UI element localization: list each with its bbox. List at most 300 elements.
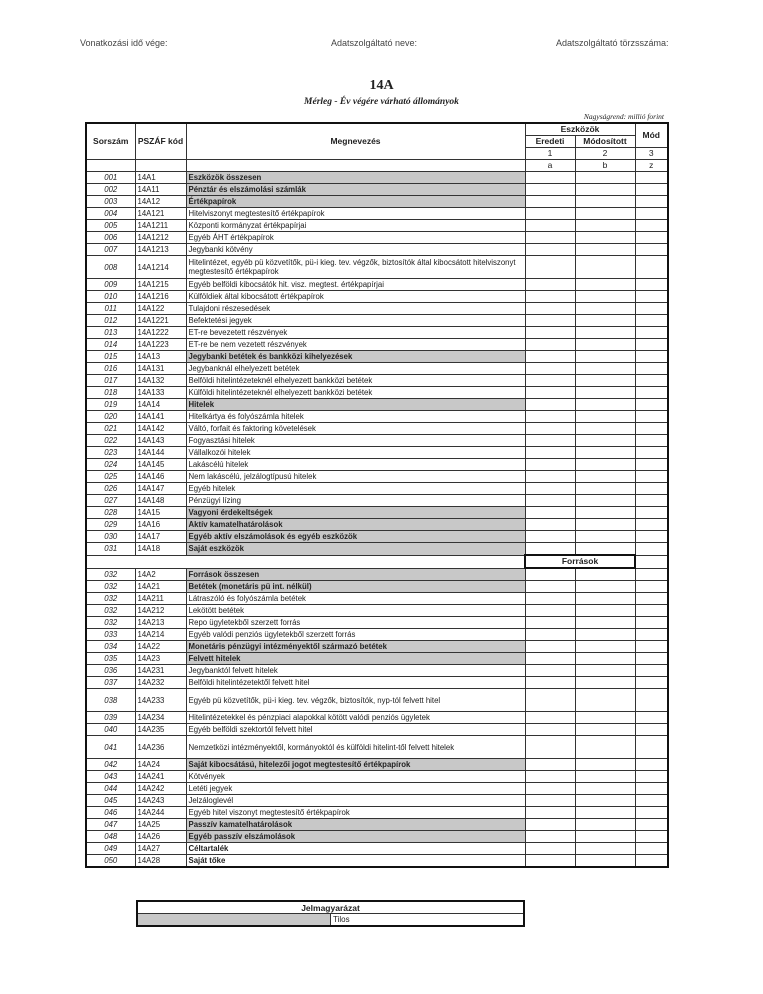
row-number: 029	[86, 519, 135, 531]
value-cell-modositott[interactable]	[575, 327, 635, 339]
value-cell-eredeti[interactable]	[525, 184, 575, 196]
table-row	[86, 327, 668, 339]
row-code: 14A1222	[135, 327, 186, 339]
row-number: 021	[86, 423, 135, 435]
value-cell-mod[interactable]	[635, 771, 668, 783]
value-cell-eredeti[interactable]	[525, 375, 575, 387]
value-cell-modositott[interactable]	[575, 196, 635, 208]
value-cell-mod[interactable]	[635, 507, 668, 519]
value-cell-modositott[interactable]	[575, 543, 635, 556]
value-cell-eredeti[interactable]	[525, 543, 575, 556]
row-label: Saját kibocsátású, hitelezői jogot megtestesítő értékpapírok	[186, 759, 525, 771]
row-number: 025	[86, 471, 135, 483]
value-cell-modositott[interactable]	[575, 351, 635, 363]
row-code: 14A17	[135, 531, 186, 543]
value-cell-eredeti[interactable]	[525, 291, 575, 303]
value-cell-modositott[interactable]	[575, 531, 635, 543]
value-cell-modositott[interactable]	[575, 303, 635, 315]
value-cell-mod[interactable]	[635, 736, 668, 759]
value-cell-modositott[interactable]	[575, 629, 635, 641]
value-cell-mod[interactable]	[635, 653, 668, 665]
value-cell-eredeti[interactable]	[525, 831, 575, 843]
row-label: Egyéb pü közvetítők, pü-i kieg. tev. végzők, biztosítók, nyp-tól felvett hitel	[186, 689, 525, 712]
row-code: 14A11	[135, 184, 186, 196]
value-cell-eredeti[interactable]	[525, 220, 575, 232]
row-label: Nem lakáscélú, jelzálogtípusú hitelek	[186, 471, 525, 483]
row-label: Tulajdoni részesedések	[186, 303, 525, 315]
value-cell-eredeti[interactable]	[525, 327, 575, 339]
value-cell-modositott[interactable]	[575, 256, 635, 279]
value-cell-modositott[interactable]	[575, 232, 635, 244]
row-code: 14A133	[135, 387, 186, 399]
value-cell-modositott[interactable]	[575, 568, 635, 581]
table-row	[86, 736, 668, 759]
value-cell-modositott[interactable]	[575, 483, 635, 495]
value-cell-modositott[interactable]	[575, 819, 635, 831]
row-number: 015	[86, 351, 135, 363]
table-row	[86, 543, 668, 556]
row-number: 017	[86, 375, 135, 387]
row-number: 027	[86, 495, 135, 507]
col-header-mod: Mód	[635, 123, 668, 148]
value-cell-modositott[interactable]	[575, 399, 635, 411]
row-number: 005	[86, 220, 135, 232]
value-cell-modositott[interactable]	[575, 689, 635, 712]
row-number: 032	[86, 593, 135, 605]
value-cell-mod[interactable]	[635, 339, 668, 351]
value-cell-eredeti[interactable]	[525, 568, 575, 581]
row-number: 042	[86, 759, 135, 771]
row-label: Monetáris pénzügyi intézményektől származó betétek	[186, 641, 525, 653]
value-cell-modositott[interactable]	[575, 184, 635, 196]
value-cell-mod[interactable]	[635, 605, 668, 617]
value-cell-modositott[interactable]	[575, 771, 635, 783]
value-cell-eredeti[interactable]	[525, 665, 575, 677]
table-row	[86, 593, 668, 605]
row-number: 030	[86, 531, 135, 543]
row-number: 032	[86, 605, 135, 617]
value-cell-mod[interactable]	[635, 617, 668, 629]
col-header-eszkozok: Eszközök	[525, 123, 635, 136]
value-cell-eredeti[interactable]	[525, 641, 575, 653]
value-cell-mod[interactable]	[635, 581, 668, 593]
table-row	[86, 196, 668, 208]
value-cell-modositott[interactable]	[575, 339, 635, 351]
table-row	[86, 411, 668, 423]
row-code: 14A1221	[135, 315, 186, 327]
value-cell-modositott[interactable]	[575, 653, 635, 665]
value-cell-modositott[interactable]	[575, 736, 635, 759]
value-cell-mod[interactable]	[635, 435, 668, 447]
value-cell-eredeti[interactable]	[525, 351, 575, 363]
table-row	[86, 447, 668, 459]
col-letter-z: z	[635, 160, 668, 172]
table-row	[86, 184, 668, 196]
value-cell-eredeti[interactable]	[525, 459, 575, 471]
value-cell-modositott[interactable]	[575, 244, 635, 256]
value-cell-mod[interactable]	[635, 759, 668, 771]
value-cell-eredeti[interactable]	[525, 279, 575, 291]
value-cell-modositott[interactable]	[575, 387, 635, 399]
row-code: 14A144	[135, 447, 186, 459]
row-code: 14A26	[135, 831, 186, 843]
value-cell-modositott[interactable]	[575, 279, 635, 291]
value-cell-eredeti[interactable]	[525, 196, 575, 208]
row-code: 14A142	[135, 423, 186, 435]
value-cell-mod[interactable]	[635, 531, 668, 543]
value-cell-modositott[interactable]	[575, 459, 635, 471]
table-row	[86, 795, 668, 807]
row-code: 14A214	[135, 629, 186, 641]
row-number: 049	[86, 843, 135, 855]
table-row	[86, 712, 668, 724]
row-label: ET-re be nem vezetett részvények	[186, 339, 525, 351]
table-row	[86, 435, 668, 447]
value-cell-eredeti[interactable]	[525, 435, 575, 447]
row-label: Hitelintézetekkel és pénzpiaci alapokkal kötött valódi penziós ügyletek	[186, 712, 525, 724]
value-cell-eredeti[interactable]	[525, 172, 575, 184]
row-label: Jegybanki kötvény	[186, 244, 525, 256]
row-code: 14A2	[135, 568, 186, 581]
row-label: Látraszóló és folyószámla betétek	[186, 593, 525, 605]
value-cell-modositott[interactable]	[575, 617, 635, 629]
row-code: 14A18	[135, 543, 186, 556]
row-number: 032	[86, 581, 135, 593]
value-cell-mod[interactable]	[635, 244, 668, 256]
value-cell-eredeti[interactable]	[525, 689, 575, 712]
value-cell-mod[interactable]	[635, 447, 668, 459]
row-code: 14A243	[135, 795, 186, 807]
row-code: 14A12	[135, 196, 186, 208]
row-number: 022	[86, 435, 135, 447]
value-cell-eredeti[interactable]	[525, 759, 575, 771]
forrasok-header: Források	[525, 555, 635, 568]
value-cell-modositott[interactable]	[575, 471, 635, 483]
row-code: 14A15	[135, 507, 186, 519]
table-row	[86, 581, 668, 593]
value-cell-modositott[interactable]	[575, 665, 635, 677]
value-cell-mod[interactable]	[635, 363, 668, 375]
row-code: 14A122	[135, 303, 186, 315]
col-header-eredeti: Eredeti	[525, 136, 575, 148]
value-cell-modositott[interactable]	[575, 831, 635, 843]
value-cell-modositott[interactable]	[575, 593, 635, 605]
value-cell-mod[interactable]	[635, 519, 668, 531]
value-cell-eredeti[interactable]	[525, 783, 575, 795]
row-number: 012	[86, 315, 135, 327]
col-header-sorszam: Sorszám	[86, 123, 135, 160]
value-cell-eredeti[interactable]	[525, 244, 575, 256]
value-cell-mod[interactable]	[635, 196, 668, 208]
table-row	[86, 387, 668, 399]
row-label: Lekötött betétek	[186, 605, 525, 617]
value-cell-mod[interactable]	[635, 495, 668, 507]
table-row	[86, 483, 668, 495]
row-code: 14A1216	[135, 291, 186, 303]
value-cell-mod[interactable]	[635, 279, 668, 291]
header-period-end: Vonatkozási idő vége:	[80, 38, 168, 48]
row-number: 013	[86, 327, 135, 339]
row-label: Értékpapírok	[186, 196, 525, 208]
value-cell-mod[interactable]	[635, 843, 668, 855]
value-cell-modositott[interactable]	[575, 807, 635, 819]
value-cell-mod[interactable]	[635, 641, 668, 653]
value-cell-modositott[interactable]	[575, 724, 635, 736]
row-label: Vagyoni érdekeltségek	[186, 507, 525, 519]
row-label: Pénztár és elszámolási számlák	[186, 184, 525, 196]
value-cell-eredeti[interactable]	[525, 387, 575, 399]
row-label: Jegybanknál elhelyezett betétek	[186, 363, 525, 375]
value-cell-modositott[interactable]	[575, 423, 635, 435]
value-cell-mod[interactable]	[635, 629, 668, 641]
value-cell-eredeti[interactable]	[525, 712, 575, 724]
table-row	[86, 617, 668, 629]
row-code: 14A28	[135, 855, 186, 868]
value-cell-mod[interactable]	[635, 855, 668, 868]
value-cell-eredeti[interactable]	[525, 519, 575, 531]
value-cell-modositott[interactable]	[575, 641, 635, 653]
value-cell-modositott[interactable]	[575, 581, 635, 593]
value-cell-eredeti[interactable]	[525, 843, 575, 855]
value-cell-eredeti[interactable]	[525, 363, 575, 375]
value-cell-mod[interactable]	[635, 351, 668, 363]
row-label: Jelzáloglevél	[186, 795, 525, 807]
value-cell-eredeti[interactable]	[525, 605, 575, 617]
value-cell-eredeti[interactable]	[525, 232, 575, 244]
form-subtitle: Mérleg - Év végére várható állományok	[304, 97, 459, 107]
row-code: 14A16	[135, 519, 186, 531]
value-cell-mod[interactable]	[635, 327, 668, 339]
value-cell-modositott[interactable]	[575, 605, 635, 617]
value-cell-mod[interactable]	[635, 411, 668, 423]
value-cell-eredeti[interactable]	[525, 423, 575, 435]
col-number-2: 2	[575, 148, 635, 160]
row-code: 14A1223	[135, 339, 186, 351]
table-row	[86, 232, 668, 244]
row-number: 003	[86, 196, 135, 208]
value-cell-eredeti[interactable]	[525, 303, 575, 315]
col-letter-b: b	[575, 160, 635, 172]
value-cell-eredeti[interactable]	[525, 629, 575, 641]
value-cell-modositott[interactable]	[575, 208, 635, 220]
row-code: 14A14	[135, 399, 186, 411]
value-cell-mod[interactable]	[635, 172, 668, 184]
value-cell-mod[interactable]	[635, 593, 668, 605]
value-cell-mod[interactable]	[635, 291, 668, 303]
value-cell-mod[interactable]	[635, 459, 668, 471]
value-cell-modositott[interactable]	[575, 447, 635, 459]
value-cell-mod[interactable]	[635, 303, 668, 315]
value-cell-modositott[interactable]	[575, 315, 635, 327]
value-cell-mod[interactable]	[635, 483, 668, 495]
row-label: Aktív kamatelhatárolások	[186, 519, 525, 531]
table-row	[86, 531, 668, 543]
row-label: ET-re bevezetett részvények	[186, 327, 525, 339]
row-label: Belföldi hitelintézeteknél elhelyezett bankközi betétek	[186, 375, 525, 387]
row-number: 036	[86, 665, 135, 677]
value-cell-mod[interactable]	[635, 184, 668, 196]
row-number: 050	[86, 855, 135, 868]
value-cell-modositott[interactable]	[575, 677, 635, 689]
value-cell-eredeti[interactable]	[525, 593, 575, 605]
row-code: 14A236	[135, 736, 186, 759]
value-cell-modositott[interactable]	[575, 507, 635, 519]
row-label: Befektetési jegyek	[186, 315, 525, 327]
row-number: 048	[86, 831, 135, 843]
table-row	[86, 653, 668, 665]
row-number: 024	[86, 459, 135, 471]
row-code: 14A25	[135, 819, 186, 831]
value-cell-mod[interactable]	[635, 831, 668, 843]
table-row	[86, 819, 668, 831]
table-row	[86, 291, 668, 303]
row-label: Jegybanki betétek és bankközi kihelyezések	[186, 351, 525, 363]
row-code: 14A211	[135, 593, 186, 605]
table-row	[86, 303, 668, 315]
row-code: 14A22	[135, 641, 186, 653]
value-cell-eredeti[interactable]	[525, 855, 575, 868]
value-cell-mod[interactable]	[635, 256, 668, 279]
table-row	[86, 641, 668, 653]
value-cell-eredeti[interactable]	[525, 256, 575, 279]
table-row	[86, 244, 668, 256]
value-cell-eredeti[interactable]	[525, 495, 575, 507]
row-code: 14A23	[135, 653, 186, 665]
legend-title: Jelmagyarázat	[137, 901, 524, 914]
row-label: Hitelek	[186, 399, 525, 411]
row-label: Egyéb belföldi szektortól felvett hitel	[186, 724, 525, 736]
table-row	[86, 256, 668, 279]
value-cell-eredeti[interactable]	[525, 736, 575, 759]
value-cell-mod[interactable]	[635, 232, 668, 244]
value-cell-mod[interactable]	[635, 807, 668, 819]
row-number: 018	[86, 387, 135, 399]
value-cell-modositott[interactable]	[575, 411, 635, 423]
value-cell-mod[interactable]	[635, 712, 668, 724]
value-cell-eredeti[interactable]	[525, 724, 575, 736]
value-cell-modositott[interactable]	[575, 220, 635, 232]
value-cell-modositott[interactable]	[575, 759, 635, 771]
col-header-pszaf-code: PSZÁF kód	[135, 123, 186, 160]
value-cell-eredeti[interactable]	[525, 771, 575, 783]
row-number: 023	[86, 447, 135, 459]
value-cell-eredeti[interactable]	[525, 795, 575, 807]
value-cell-modositott[interactable]	[575, 783, 635, 795]
table-row	[86, 351, 668, 363]
value-cell-eredeti[interactable]	[525, 507, 575, 519]
row-code: 14A21	[135, 581, 186, 593]
balance-sheet-table	[85, 122, 669, 868]
value-cell-eredeti[interactable]	[525, 339, 575, 351]
row-code: 14A143	[135, 435, 186, 447]
value-cell-modositott[interactable]	[575, 855, 635, 868]
row-label: Nemzetközi intézményektől, kormányoktól és külföldi hitelint-től felvett hitelek	[186, 736, 525, 759]
row-code: 14A13	[135, 351, 186, 363]
table-row	[86, 423, 668, 435]
value-cell-mod[interactable]	[635, 819, 668, 831]
value-cell-modositott[interactable]	[575, 495, 635, 507]
value-cell-mod[interactable]	[635, 423, 668, 435]
row-code: 14A1211	[135, 220, 186, 232]
value-cell-mod[interactable]	[635, 220, 668, 232]
value-cell-mod[interactable]	[635, 543, 668, 556]
value-cell-eredeti[interactable]	[525, 471, 575, 483]
value-cell-mod[interactable]	[635, 665, 668, 677]
value-cell-eredeti[interactable]	[525, 677, 575, 689]
value-cell-modositott[interactable]	[575, 435, 635, 447]
value-cell-mod[interactable]	[635, 387, 668, 399]
value-cell-mod[interactable]	[635, 568, 668, 581]
value-cell-mod[interactable]	[635, 689, 668, 712]
row-label: Repo ügyletekből szerzett forrás	[186, 617, 525, 629]
row-code: 14A231	[135, 665, 186, 677]
row-code: 14A145	[135, 459, 186, 471]
row-label: Passzív kamatelhatárolások	[186, 819, 525, 831]
value-cell-eredeti[interactable]	[525, 531, 575, 543]
value-cell-mod[interactable]	[635, 471, 668, 483]
value-cell-mod[interactable]	[635, 783, 668, 795]
value-cell-eredeti[interactable]	[525, 807, 575, 819]
row-number: 026	[86, 483, 135, 495]
value-cell-eredeti[interactable]	[525, 653, 575, 665]
value-cell-mod[interactable]	[635, 677, 668, 689]
value-cell-modositott[interactable]	[575, 712, 635, 724]
row-label: Kötvények	[186, 771, 525, 783]
col-number-1: 1	[525, 148, 575, 160]
value-cell-eredeti[interactable]	[525, 315, 575, 327]
row-number: 041	[86, 736, 135, 759]
row-number: 001	[86, 172, 135, 184]
value-cell-eredeti[interactable]	[525, 411, 575, 423]
table-row	[86, 843, 668, 855]
value-cell-mod[interactable]	[635, 795, 668, 807]
value-cell-modositott[interactable]	[575, 375, 635, 387]
row-number: 019	[86, 399, 135, 411]
value-cell-mod[interactable]	[635, 375, 668, 387]
value-cell-modositott[interactable]	[575, 843, 635, 855]
table-row	[86, 771, 668, 783]
value-cell-mod[interactable]	[635, 724, 668, 736]
value-cell-eredeti[interactable]	[525, 617, 575, 629]
row-code: 14A146	[135, 471, 186, 483]
value-cell-eredeti[interactable]	[525, 581, 575, 593]
value-cell-mod[interactable]	[635, 315, 668, 327]
value-cell-modositott[interactable]	[575, 519, 635, 531]
header-provider-name: Adatszolgáltató neve:	[331, 38, 418, 48]
row-label: Hitelintézet, egyéb pü közvetítők, pü-i kieg. tev. végzők, biztosítók által kibocsátott hitelviszonyt megtestesítő értékpapírok	[186, 256, 525, 279]
table-row	[86, 208, 668, 220]
value-cell-eredeti[interactable]	[525, 447, 575, 459]
value-cell-eredeti[interactable]	[525, 208, 575, 220]
value-cell-modositott[interactable]	[575, 363, 635, 375]
row-label: Egyéb hitel viszonyt megtestesítő értékpapírok	[186, 807, 525, 819]
value-cell-modositott[interactable]	[575, 795, 635, 807]
value-cell-modositott[interactable]	[575, 291, 635, 303]
value-cell-mod[interactable]	[635, 399, 668, 411]
value-cell-mod[interactable]	[635, 208, 668, 220]
row-code: 14A1213	[135, 244, 186, 256]
col-header-modositott: Módosított	[575, 136, 635, 148]
value-cell-modositott[interactable]	[575, 172, 635, 184]
row-code: 14A233	[135, 689, 186, 712]
value-cell-eredeti[interactable]	[525, 819, 575, 831]
value-cell-eredeti[interactable]	[525, 483, 575, 495]
table-row	[86, 172, 668, 184]
row-code: 14A235	[135, 724, 186, 736]
table-row	[86, 471, 668, 483]
value-cell-eredeti[interactable]	[525, 399, 575, 411]
row-label: Források összesen	[186, 568, 525, 581]
